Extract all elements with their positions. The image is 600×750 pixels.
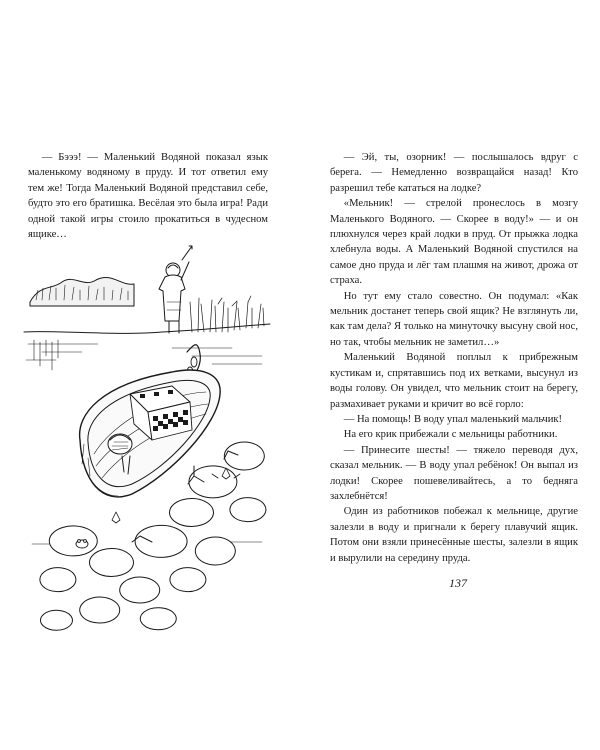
- miller-figure: [159, 246, 192, 333]
- left-page-text: [28, 150, 268, 242]
- boat-illustration: [22, 244, 272, 639]
- paragraph: Но тут ему стало совестно. Он подумал: «Как мельник достанет теперь свой ящик? Не взглянуть ли, как там дела? Я только на минуточку высуну свой нос, но так, чтобы мельник не заметил…»: [330, 290, 578, 348]
- paragraph: На его крик прибежали с мельницы работники.: [343, 429, 558, 441]
- paragraph: Один из работников побежал к мельнице, другие залезли в воду и пригнали к берегу плавучий ящик. Потом они взяли принесённые шесты, залезли в ящик и вырулили на середину пруда.: [330, 506, 578, 564]
- paragraph: — Бэээ! — Маленький Водяной показал язык маленькому водяному в пруду. И тот ответил ему тем же! Тогда Маленький Водяной представил себе, будто это его братишка. Весёлая это была игра! Ради одной такой игры стоило прокатиться в чудесном ящике…: [28, 152, 268, 241]
- paragraph: — На помощь! В воду упал маленький мальчик!: [343, 413, 563, 425]
- paragraph: — Принесите шесты! — тяжело переводя дух, сказал мельник. — В воду упал ребёнок! Он выпал из лодки! Скорее пошевеливайтесь, а то бедняга захлебнётся!: [330, 444, 578, 502]
- paragraph: «Мельник! — стрелой пронеслось в мозгу Маленького Водяного. — Скорее в воду!» — и он плюхнулся через край лодки в пруд. От прыжка лодка хлебнула воды. А Маленький Водяной спустился на самое дно пруда и лёг там плашмя на живот, дрожа от страха.: [330, 198, 578, 287]
- right-page-text: [330, 150, 578, 566]
- paragraph: Маленький Водяной поплыл к прибрежным кустикам и, спрятавшись под их ветками, высунул из воды голову. Он увидел, что мельник стоит на берегу, размахивает руками и кричит во всё горло:: [330, 352, 578, 410]
- paragraph: — Эй, ты, озорник! — послышалось вдруг с берега. — Немедленно возвращайся назад! Кто разрешил тебе кататься на лодке?: [330, 152, 578, 194]
- page-number: 137: [449, 576, 467, 590]
